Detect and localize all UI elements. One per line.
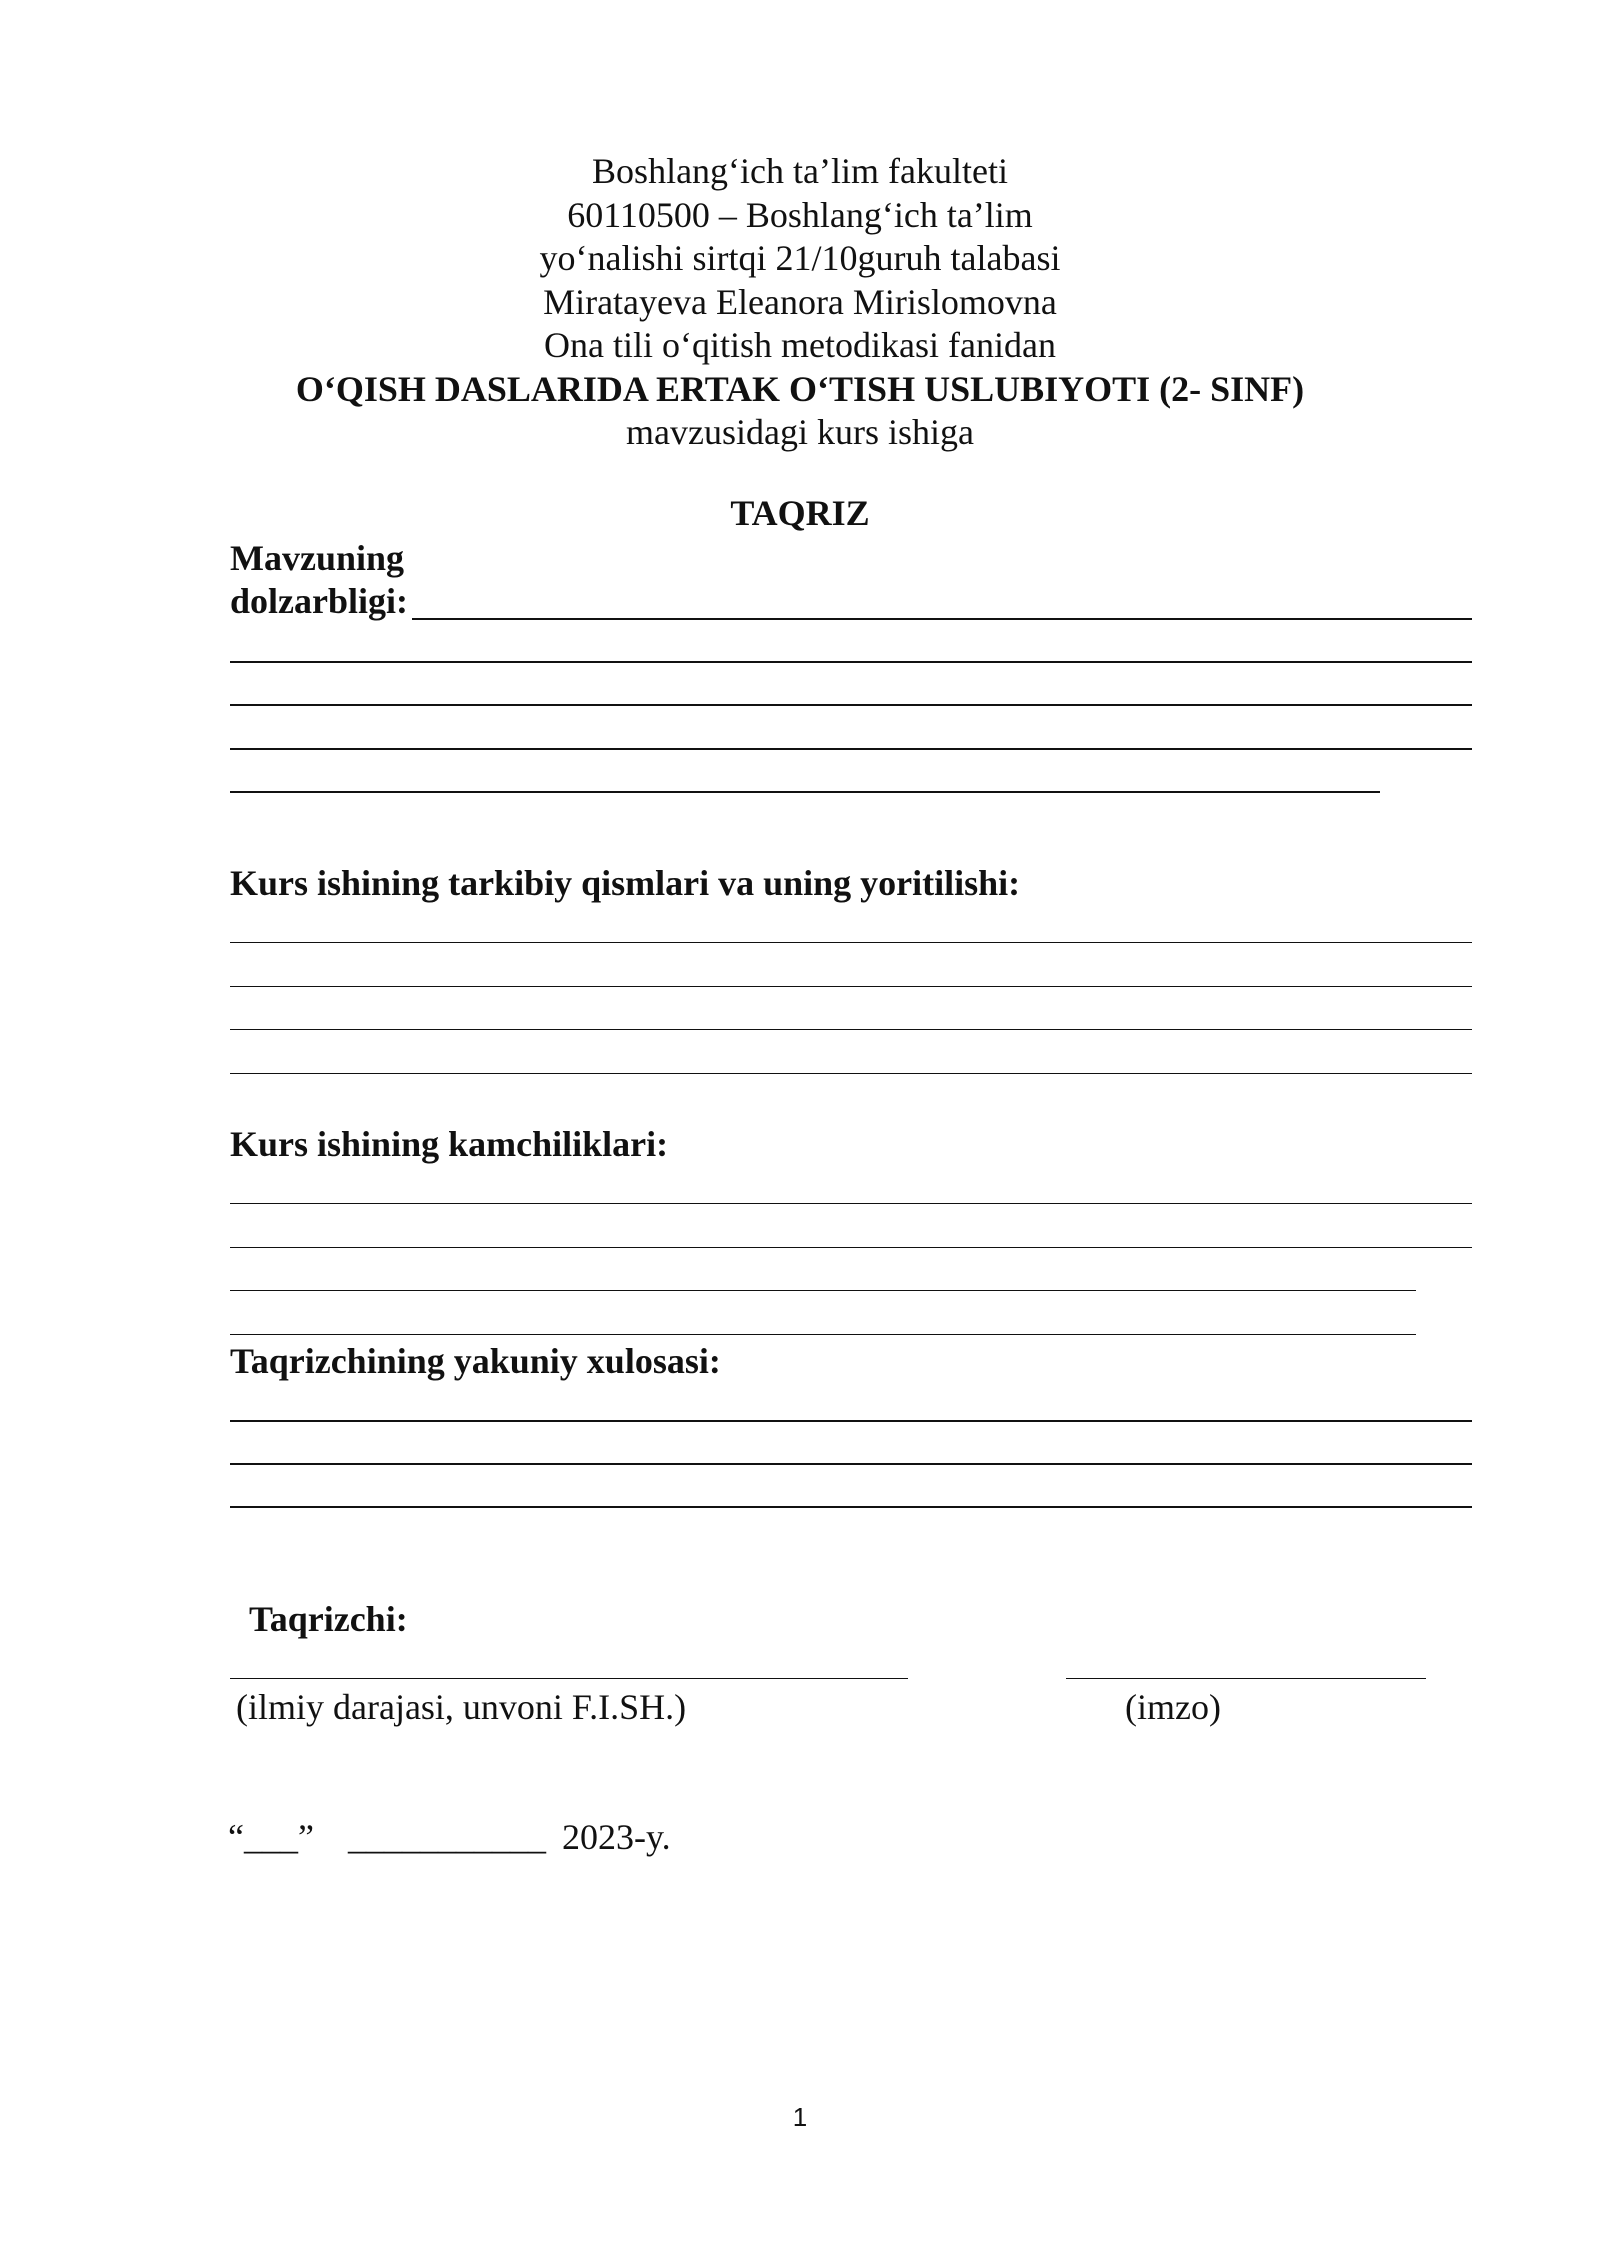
structure-blank-line[interactable] [230,1029,1472,1030]
conclusion-blank-line[interactable] [230,1420,1472,1422]
faculty-line: Boshlang‘ich ta’lim fakulteti [592,151,1008,191]
relevance-label-line2: dolzarbligi: [230,581,408,621]
date-year: 2023-y. [562,1817,671,1857]
program-line: 60110500 – Boshlang‘ich ta’lim [567,194,1033,235]
student-name: Miratayeva Eleanora Mirislomovna [543,281,1057,322]
credentials-caption: (ilmiy darajasi, unvoni F.I.SH.) [236,1687,687,1727]
structure-blank-line[interactable] [230,986,1472,987]
relevance-blank-line[interactable] [230,661,1472,663]
structure-blank-line[interactable] [230,942,1472,943]
relevance-blank-line[interactable] [412,618,1472,620]
page-number: 1 [792,2102,808,2132]
document-title: TAQRIZ [730,493,870,533]
topic-title: O‘QISH DASLARIDA ERTAK O‘TISH USLUBIYOTI (2- SINF) [295,368,1305,409]
structure-blank-line[interactable] [230,1073,1472,1074]
signature-blank-line[interactable] [1066,1678,1426,1679]
shortcomings-blank-line[interactable] [230,1203,1472,1204]
relevance-blank-line[interactable] [230,791,1380,793]
structure-label: Kurs ishining tarkibiy qismlari va uning yoritilishi: [230,863,1021,903]
direction-line: yo‘nalishi sirtqi 21/10guruh talabasi [539,238,1061,278]
shortcomings-label: Kurs ishining kamchiliklari: [230,1124,669,1164]
shortcomings-blank-line[interactable] [230,1334,1416,1335]
reviewer-label: Taqrizchi: [249,1599,408,1639]
work-type-line: mavzusidagi kurs ishiga [626,412,974,452]
relevance-blank-line[interactable] [230,748,1472,750]
conclusion-label: Taqrizchining yakuniy xulosasi: [230,1341,721,1381]
date-day-blank[interactable]: “___” [228,1817,314,1857]
relevance-blank-line[interactable] [230,704,1472,706]
subject-line: Ona tili o‘qitish metodikasi fanidan [544,325,1056,365]
shortcomings-blank-line[interactable] [230,1247,1472,1248]
relevance-label-line1: Mavzuning [230,538,405,578]
date-month-blank[interactable]: ___________ [348,1817,546,1857]
shortcomings-blank-line[interactable] [230,1290,1416,1291]
conclusion-blank-line[interactable] [230,1463,1472,1465]
signature-caption: (imzo) [1125,1687,1221,1727]
conclusion-blank-line[interactable] [230,1506,1472,1508]
document-header [0,150,1600,455]
reviewer-name-blank-line[interactable] [230,1678,908,1679]
